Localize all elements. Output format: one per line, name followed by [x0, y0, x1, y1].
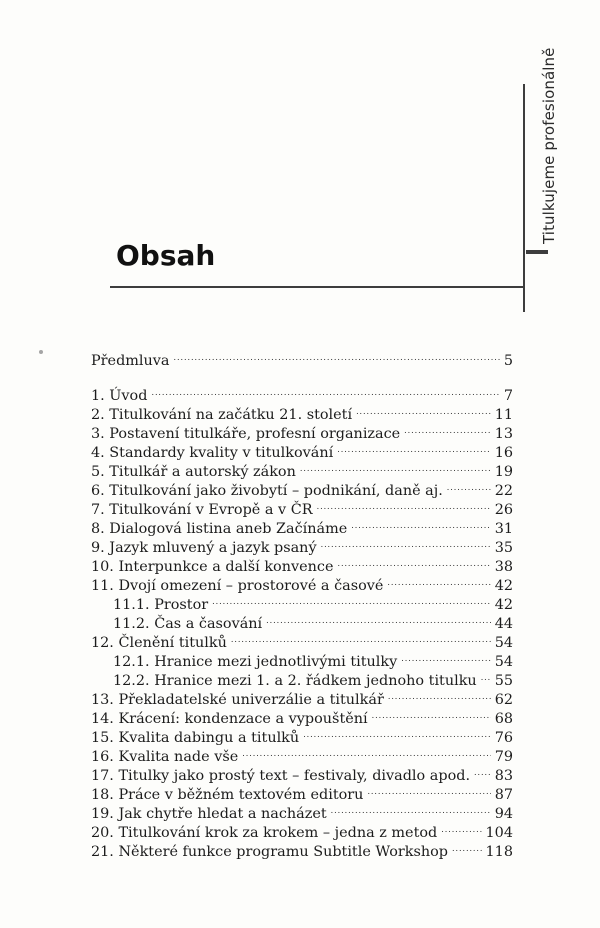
toc-page-number: 104 [485, 825, 513, 841]
toc-entry-label: 8. Dialogová listina aneb Začínáme [91, 521, 348, 537]
toc-leader-dots [337, 552, 490, 571]
toc-entry-label: 21. Některé funkce programu Subtitle Workshop [91, 844, 449, 860]
toc-entry-label: 14. Krácení: kondenzace a vypouštění [91, 711, 368, 727]
toc-page-number: 76 [494, 730, 513, 746]
toc-entry-label: Předmluva [91, 353, 170, 369]
toc-leader-dots [447, 476, 491, 495]
toc-leader-dots [367, 780, 490, 799]
toc-page-number: 42 [494, 578, 513, 594]
toc-entry-label: 3. Postavení titulkáře, profesní organizace [91, 426, 401, 442]
toc-leader-dots [337, 438, 490, 457]
contents-heading: Obsah [116, 239, 216, 272]
toc-page-number: 55 [494, 673, 513, 689]
side-vertical-rule [523, 84, 525, 312]
toc-entry-label: 1. Úvod [91, 388, 148, 404]
toc-entry-label: 7. Titulkování v Evropě a v ČR [91, 502, 313, 518]
toc-leader-dots [331, 799, 491, 818]
toc-page-number: 11 [494, 407, 513, 423]
toc-entry-label: 16. Kvalita nade vše [91, 749, 239, 765]
toc-page-number: 13 [494, 426, 513, 442]
toc-leader-dots [303, 723, 491, 742]
toc-page-number: 7 [503, 388, 513, 404]
toc-leader-dots [372, 704, 491, 723]
toc-entry-label: 12.2. Hranice mezi 1. a 2. řádkem jednoho titulku [113, 673, 477, 689]
toc-leader-dots [174, 346, 500, 365]
toc-entry-label: 11.2. Čas a časování [113, 616, 263, 632]
toc-leader-dots [481, 666, 491, 685]
toc-entry-label: 9. Jazyk mluvený a jazyk psaný [91, 540, 317, 556]
toc-page-number: 31 [494, 521, 513, 537]
toc-page-number: 44 [494, 616, 513, 632]
toc-entry-label: 11.1. Prostor [113, 597, 209, 613]
toc-leader-dots [387, 571, 490, 590]
toc-leader-dots [401, 647, 490, 666]
toc-entry-label: 13. Překladatelské univerzálie a titulkář [91, 692, 384, 708]
page-speck [39, 350, 43, 354]
toc-page-number: 83 [494, 768, 513, 784]
toc-page-number: 42 [494, 597, 513, 613]
toc-leader-dots [321, 533, 491, 552]
toc-leader-dots [441, 818, 481, 837]
toc-entry-label: 19. Jak chytře hledat a nacházet [91, 806, 327, 822]
heading-underline [110, 286, 525, 288]
toc-page-number: 68 [494, 711, 513, 727]
table-of-contents [91, 346, 513, 860]
toc-leader-dots [212, 590, 491, 609]
toc-page-number: 26 [494, 502, 513, 518]
toc-leader-dots [388, 685, 491, 704]
toc-entry-label: 6. Titulkování jako živobytí – podnikání, daně aj. [91, 483, 443, 499]
toc-page-number: 54 [494, 654, 513, 670]
toc-leader-dots [300, 457, 491, 476]
toc-entry-label: 2. Titulkování na začátku 21. století [91, 407, 353, 423]
toc-page-number: 54 [494, 635, 513, 651]
toc-entry-label: 18. Práce v běžném textovém editoru [91, 787, 364, 803]
toc-page-number: 5 [503, 353, 513, 369]
toc-entry-label: 4. Standardy kvality v titulkování [91, 445, 334, 461]
toc-leader-dots [452, 837, 482, 856]
toc-page-number: 35 [494, 540, 513, 556]
toc-leader-dots [351, 514, 490, 533]
toc-page-number: 118 [485, 844, 513, 860]
side-tab-marker [526, 250, 548, 254]
toc-page-number: 38 [494, 559, 513, 575]
toc-entry-label: 12. Členění titulků [91, 635, 227, 651]
toc-entry [91, 381, 513, 404]
toc-leader-dots [151, 381, 499, 400]
toc-page-number: 62 [494, 692, 513, 708]
running-side-title: Titulkujeme profesionálně [540, 47, 558, 244]
toc-leader-dots [317, 495, 491, 514]
toc-leader-dots [356, 400, 491, 419]
toc-page-number: 87 [494, 787, 513, 803]
toc-leader-dots [266, 609, 491, 628]
toc-entry-label: 17. Titulky jako prostý text – festivaly, divadlo apod. [91, 768, 471, 784]
toc-entry-label: 5. Titulkář a autorský zákon [91, 464, 296, 480]
toc-leader-dots [242, 742, 490, 761]
toc-entry-label: 10. Interpunkce a další konvence [91, 559, 334, 575]
toc-leader-dots [404, 419, 491, 438]
toc-entry-preface [91, 346, 513, 369]
toc-entry-label: 20. Titulkování krok za krokem – jedna z metod [91, 825, 438, 841]
toc-leader-dots [474, 761, 491, 780]
toc-page-number: 22 [494, 483, 513, 499]
toc-entry-label: 11. Dvojí omezení – prostorové a časové [91, 578, 384, 594]
toc-page-number: 16 [494, 445, 513, 461]
toc-page-number: 94 [494, 806, 513, 822]
toc-entry [91, 400, 513, 423]
toc-leader-dots [231, 628, 491, 647]
toc-entry-label: 12.1. Hranice mezi jednotlivými titulky [113, 654, 398, 670]
toc-entry-label: 15. Kvalita dabingu a titulků [91, 730, 300, 746]
toc-page-number: 19 [494, 464, 513, 480]
toc-page-number: 79 [494, 749, 513, 765]
